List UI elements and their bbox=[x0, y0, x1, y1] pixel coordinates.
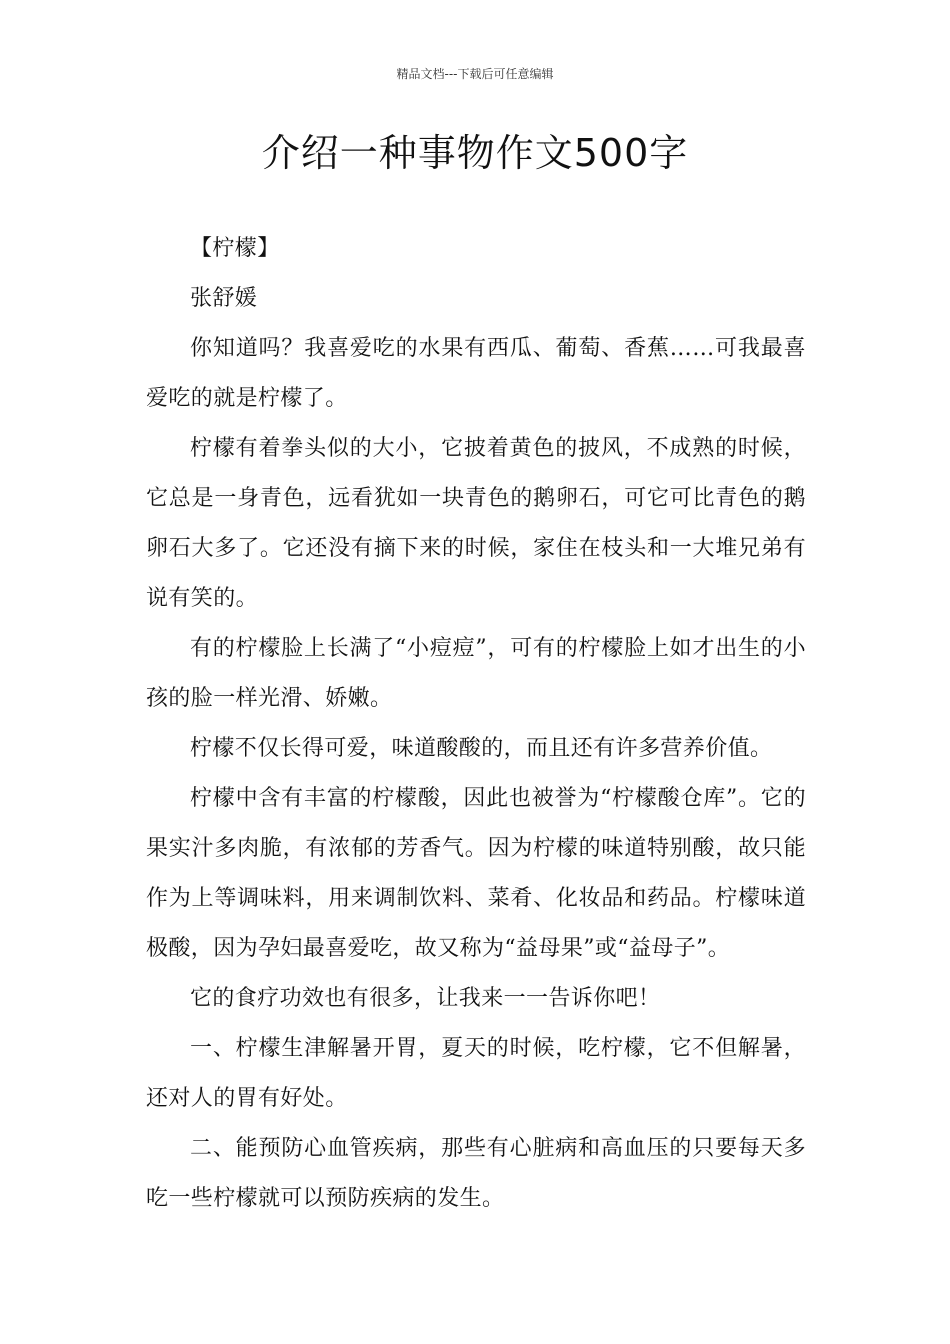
paragraph: 一、柠檬生津解暑开胃，夏天的时候，吃柠檬，它不但解暑，还对人的胃有好处。 bbox=[146, 1036, 806, 1111]
header-note: 精品文档---下载后可任意编辑 bbox=[396, 67, 554, 81]
paragraph: 柠檬不仅长得可爱，味道酸酸的，而且还有许多营养价值。 bbox=[190, 736, 773, 761]
section-heading: 【柠檬】 bbox=[190, 236, 280, 261]
paragraph: 有的柠檬脸上长满了“小痘痘”，可有的柠檬脸上如才出生的小孩的脸一样光滑、娇嫩。 bbox=[146, 636, 806, 711]
document-body bbox=[146, 224, 806, 1224]
paragraph: 二、能预防心血管疾病，那些有心脏病和高血压的只要每天多吃一些柠檬就可以预防疾病的发生。 bbox=[146, 1136, 806, 1211]
paragraph: 你知道吗？我喜爱吃的水果有西瓜、葡萄、香蕉……可我最喜爱吃的就是柠檬了。 bbox=[146, 336, 806, 411]
author-name: 张舒媛 bbox=[190, 286, 258, 311]
paragraph: 柠檬中含有丰富的柠檬酸，因此也被誉为“柠檬酸仓库”。它的果实汁多肉脆，有浓郁的芳香气。因为柠檬的味道特别酸，故只能作为上等调味料，用来调制饮料、菜肴、化妆品和药品。柠檬味道极酸，因为孕妇最喜爱吃，故又称为“益母果”或“益母子”。 bbox=[146, 786, 806, 961]
paragraph: 柠檬有着拳头似的大小，它披着黄色的披风，不成熟的时候，它总是一身青色，远看犹如一块青色的鹅卵石，可它可比青色的鹅卵石大多了。它还没有摘下来的时候，家住在枝头和一大堆兄弟有说有笑的。 bbox=[146, 436, 806, 611]
paragraph: 它的食疗功效也有很多，让我来一一告诉你吧！ bbox=[190, 986, 661, 1011]
document-title: 介绍一种事物作文500字 bbox=[261, 131, 689, 175]
